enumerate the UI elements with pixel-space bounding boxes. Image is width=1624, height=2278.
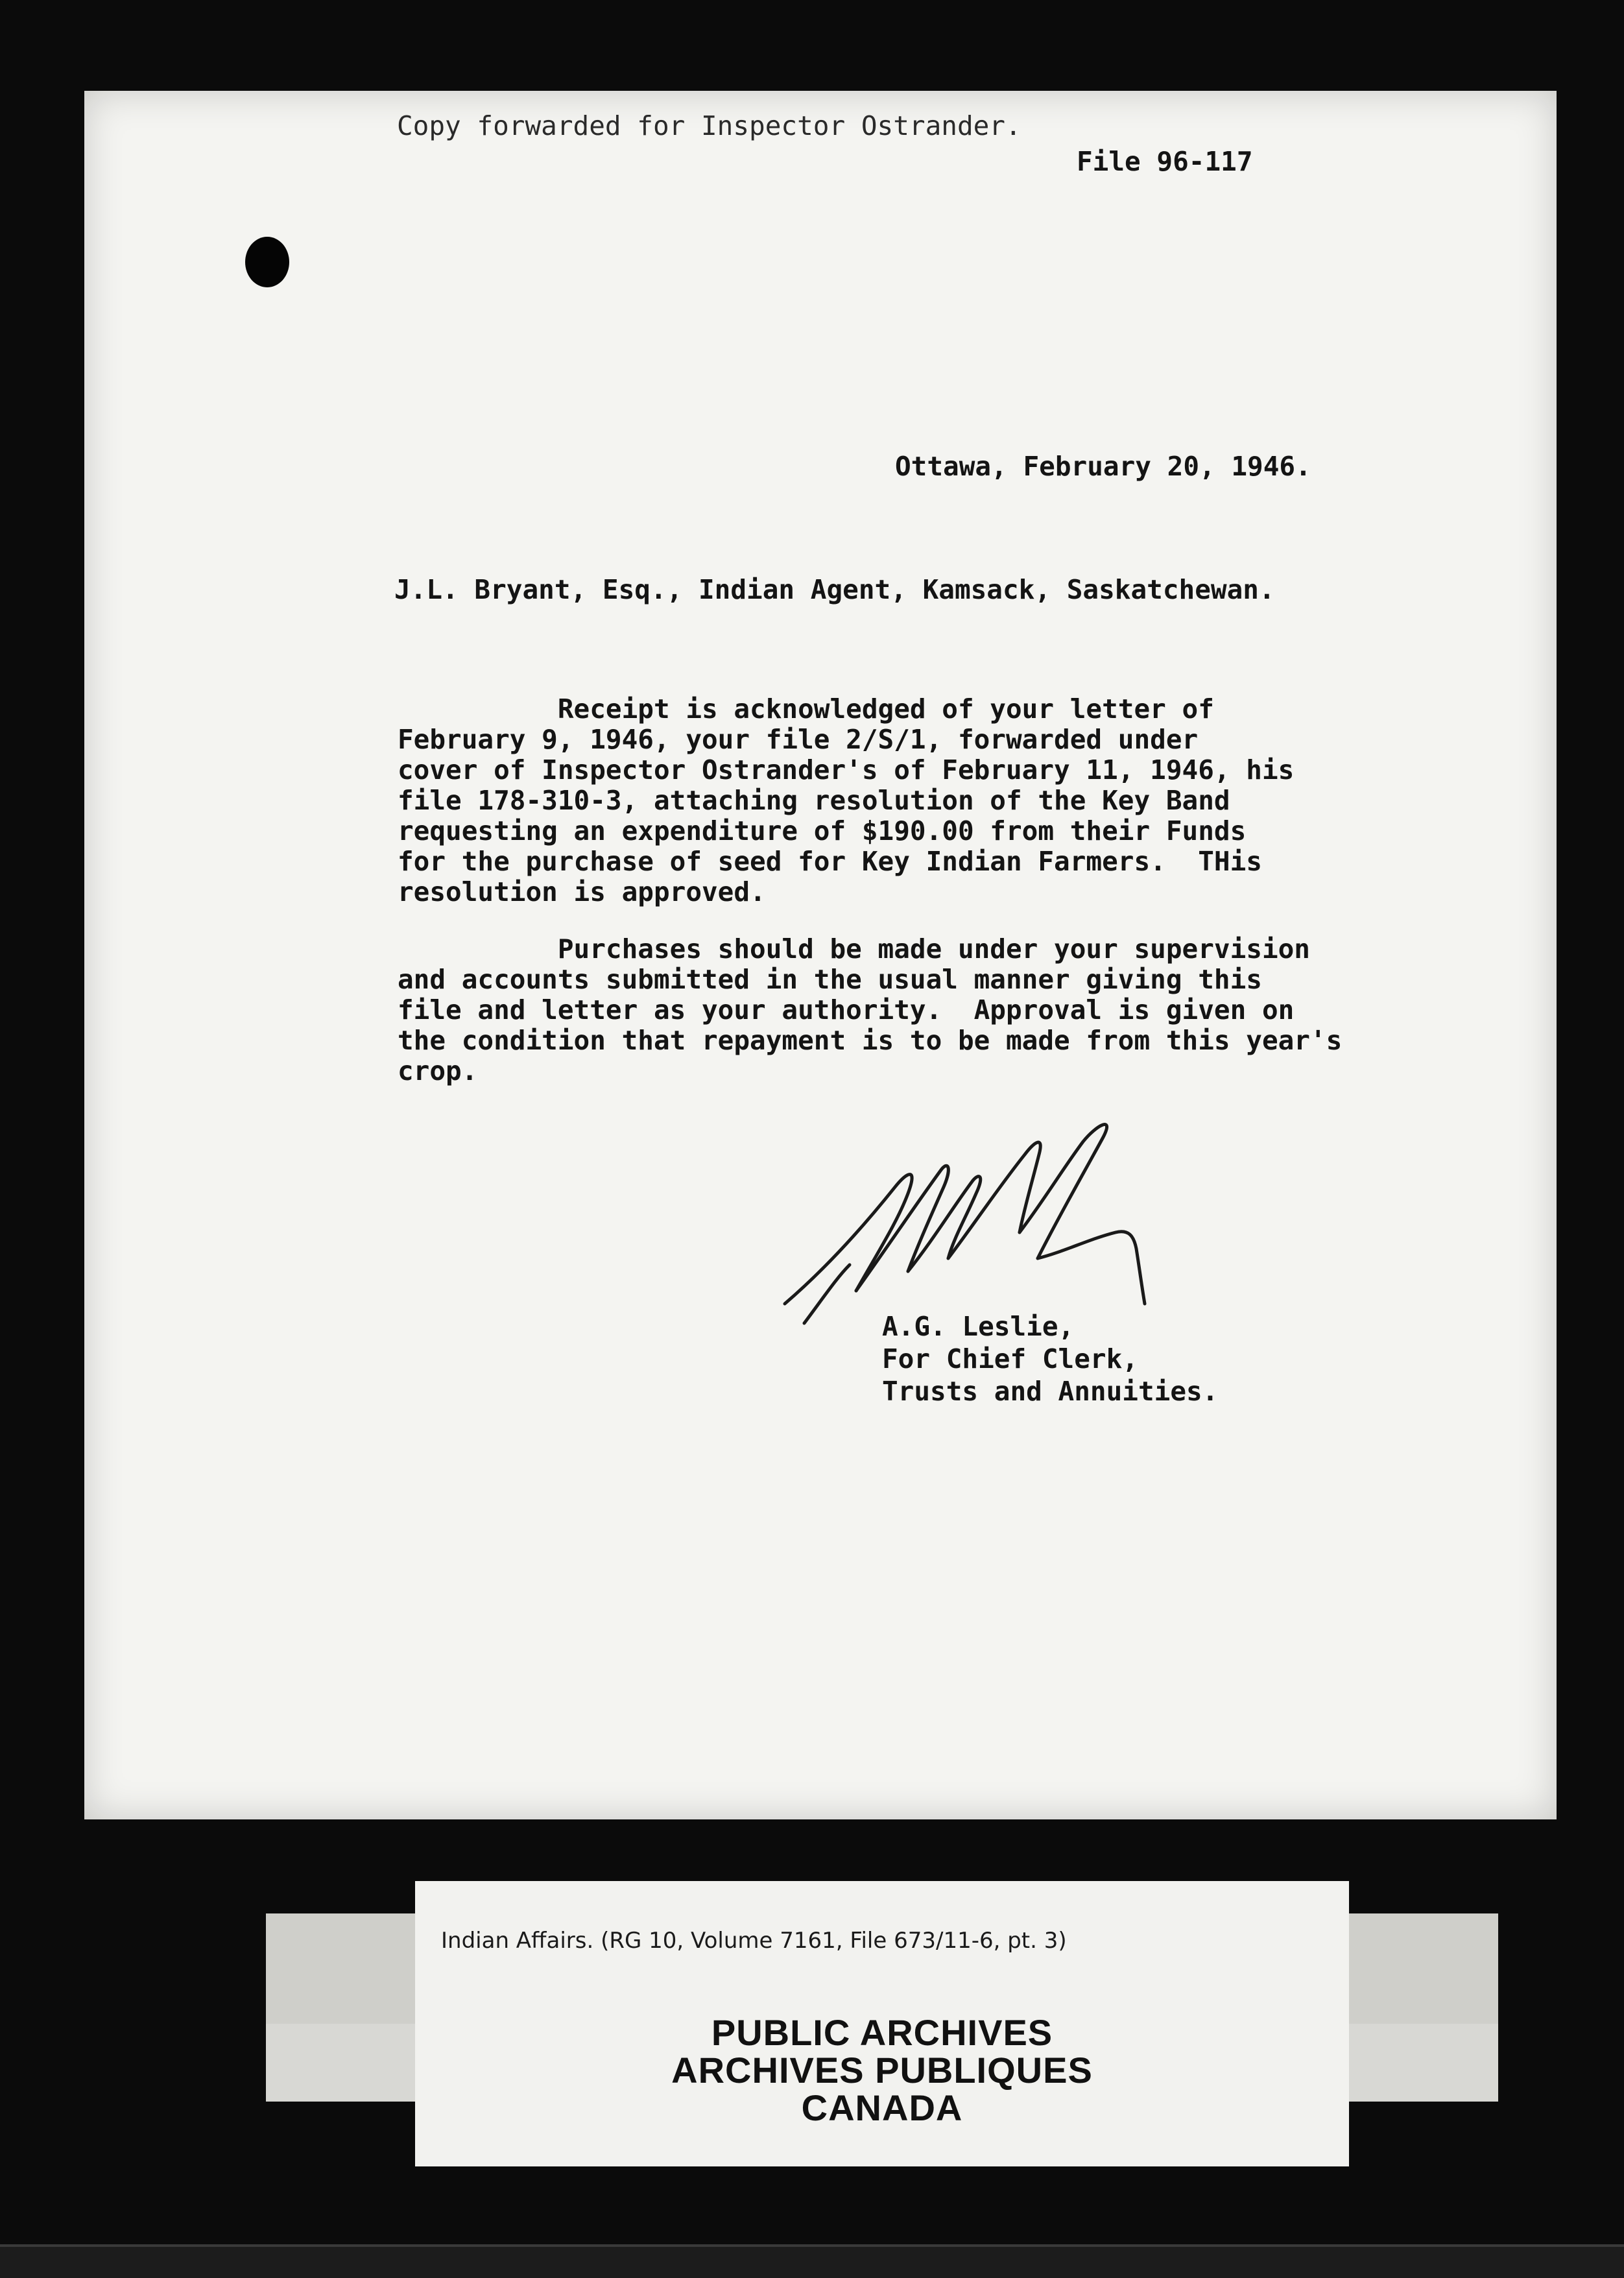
body-paragraph-1: Receipt is acknowledged of your letter of February 9, 1946, your file 2/S/1, forwarded under cover of Inspector Ostrander's of February 11, 1946, his file 178-310-3, attaching resolution of the Key Band requesting an expenditure of $190.00 from their Funds for the purchase of seed for Key Indian Farmers. THis resolution is approved. (398, 693, 1295, 907)
archive-label-tab-left (266, 1913, 415, 2024)
film-edge-strip (0, 2244, 1624, 2278)
archive-citation: Indian Affairs. (RG 10, Volume 7161, File 673/11-6, pt. 3) (441, 1928, 1067, 1954)
copy-note: Copy forwarded for Inspector Ostrander. (397, 110, 1021, 141)
signature-block (882, 1310, 1218, 1408)
file-reference: File 96-117 (1077, 146, 1253, 177)
stamp-line-2: ARCHIVES PUBLIQUES (671, 2050, 1093, 2091)
stamp-line-1: PUBLIC ARCHIVES (711, 2012, 1053, 2053)
archive-label-tab-right (1349, 1913, 1498, 2024)
signer-name: A.G. Leslie, (882, 1311, 1075, 1342)
archive-label (415, 1881, 1349, 2166)
signer-role: For Chief Clerk, (882, 1343, 1138, 1374)
addressee: J.L. Bryant, Esq., Indian Agent, Kamsack, Saskatchewan. (394, 574, 1275, 605)
stamp-line-3: CANADA (801, 2087, 963, 2128)
archives-stamp (415, 2014, 1349, 2127)
handwritten-signature (778, 1109, 1245, 1330)
dateline: Ottawa, February 20, 1946. (895, 451, 1311, 482)
body-paragraph-2: Purchases should be made under your supervision and accounts submitted in the usual manner giving this file and letter as your authority. Approval is given on the condition that repayment is to be made from this year's crop. (398, 933, 1343, 1086)
punch-hole (245, 237, 289, 287)
letter-sheet (84, 91, 1557, 1819)
signer-division: Trusts and Annuities. (882, 1376, 1219, 1407)
